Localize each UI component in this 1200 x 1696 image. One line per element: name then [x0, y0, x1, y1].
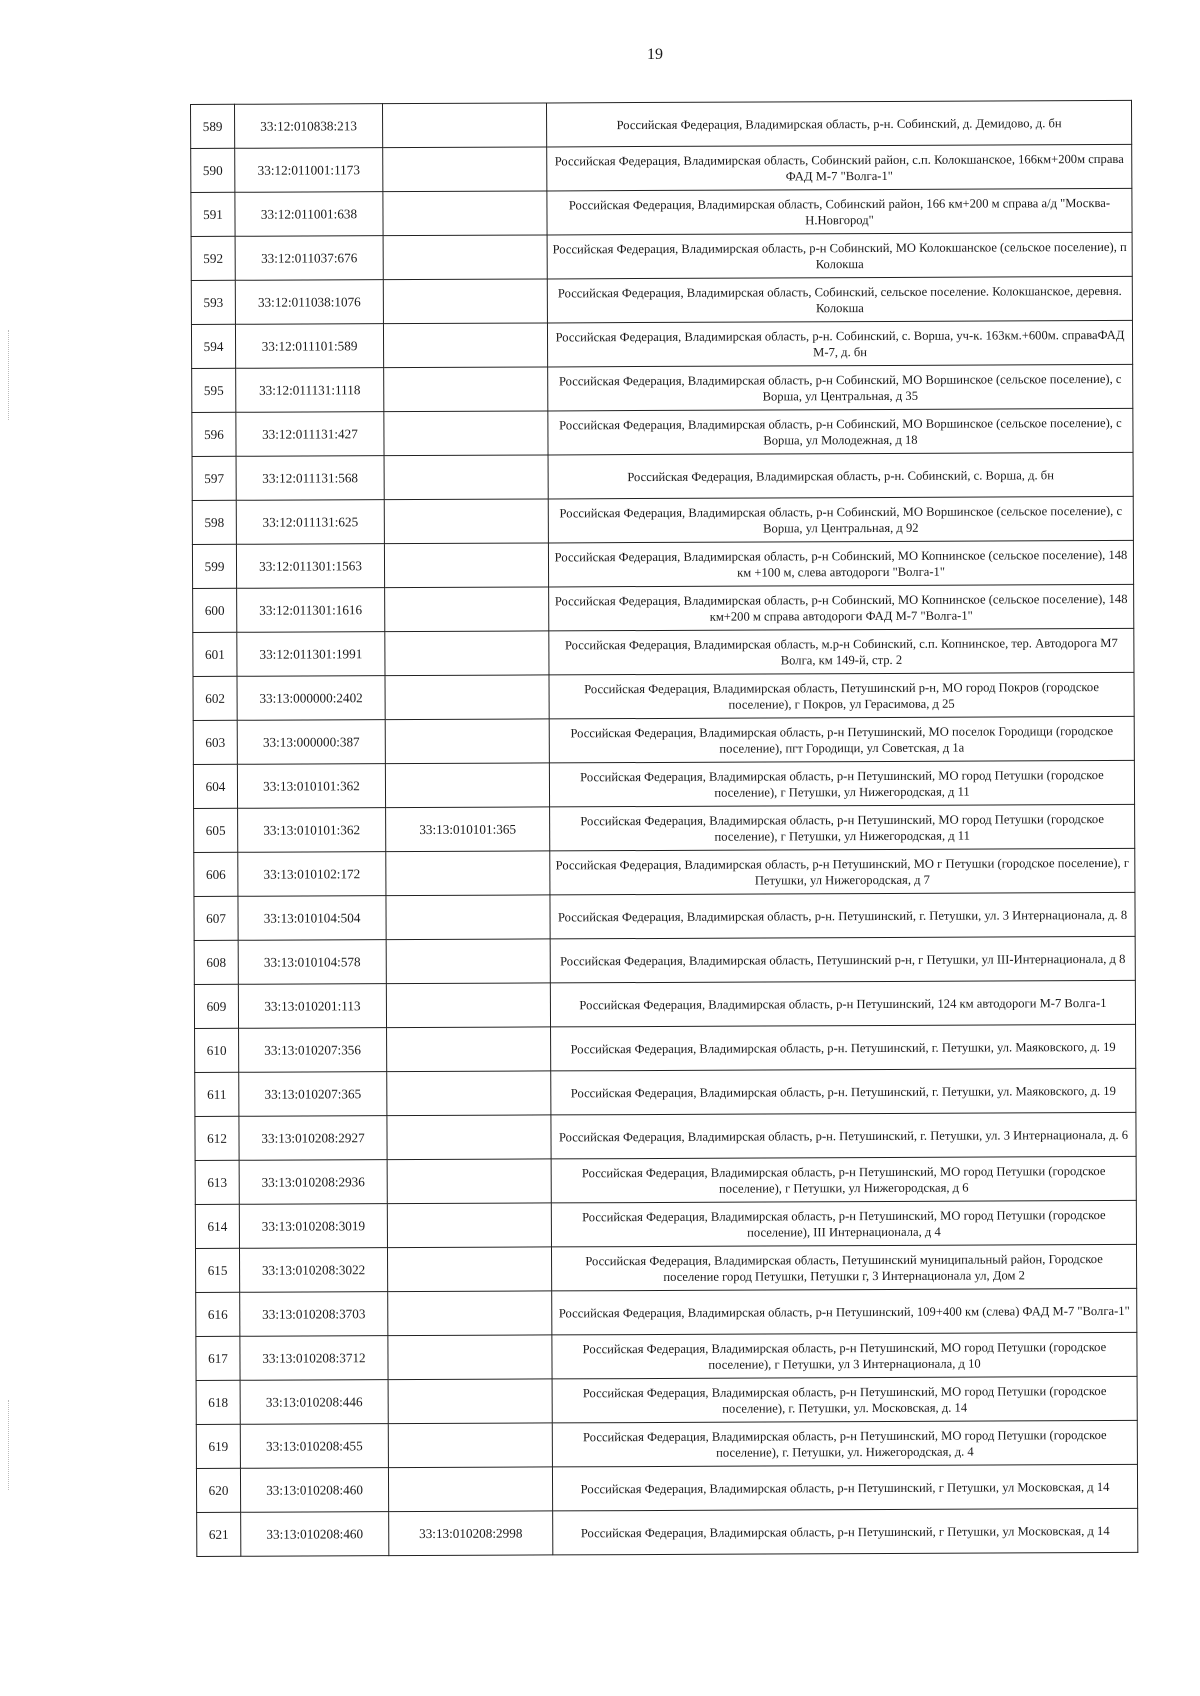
table-row [195, 1024, 1136, 1072]
table-row [191, 276, 1132, 324]
scan-edge-mark [8, 330, 10, 420]
scan-edge-mark [8, 1400, 10, 1490]
related-cadastral-number-cell [387, 1115, 551, 1160]
cadastral-number-cell: 33:13:010208:3022 [239, 1248, 387, 1293]
related-cadastral-number-cell [388, 1467, 552, 1512]
row-number-cell: 599 [192, 544, 236, 588]
table-row [191, 320, 1132, 368]
row-number-cell: 618 [196, 1380, 240, 1424]
address-cell: Российская Федерация, Владимирская область, Собинский район, 166 км+200 м справа а/д "Москва-Н.Новгород" [547, 188, 1132, 235]
table-row [192, 408, 1133, 456]
table-row [194, 848, 1135, 896]
row-number-cell: 591 [191, 192, 235, 236]
address-cell: Российская Федерация, Владимирская область, р-н Собинский, МО Копнинское (сельское поселение), 148 км +100 м, слева автодороги "Волга-1" [548, 540, 1133, 587]
address-cell: Российская Федерация, Владимирская область, р-н Петушинский, МО поселок Городищи (городское поселение), пгт Городищи, ул Советская, д 1а [549, 716, 1134, 763]
table-row [191, 100, 1132, 148]
related-cadastral-number-cell [383, 323, 547, 368]
row-number-cell: 606 [194, 852, 238, 896]
cadastral-number-cell: 33:12:011131:1118 [236, 368, 384, 413]
cadastral-number-cell: 33:12:011301:1616 [237, 588, 385, 633]
address-cell: Российская Федерация, Владимирская область, р-н Петушинский, 124 км автодороги М-7 Волга-1 [550, 980, 1135, 1027]
row-number-cell: 608 [194, 940, 238, 984]
table-row [195, 1156, 1136, 1204]
address-cell: Российская Федерация, Владимирская область, Собинский, сельское поселение. Колокшанское, деревня. Колокша [547, 276, 1132, 323]
address-cell: Российская Федерация, Владимирская область, р-н Петушинский, г Петушки, ул Московская, д 14 [553, 1508, 1138, 1555]
address-cell: Российская Федерация, Владимирская область, р-н. Петушинский, г. Петушки, ул. 3 Интернационала, д. 8 [550, 892, 1135, 939]
related-cadastral-number-cell [387, 1027, 551, 1072]
address-cell: Российская Федерация, Владимирская область, р-н Петушинский, МО город Петушки (городское поселение), г Петушки, ул Нижегородская, д 6 [551, 1156, 1136, 1203]
cadastral-number-cell: 33:12:011131:625 [236, 500, 384, 545]
row-number-cell: 613 [195, 1160, 239, 1204]
table-row [193, 584, 1134, 632]
row-number-cell: 600 [193, 588, 237, 632]
related-cadastral-number-cell [387, 1071, 551, 1116]
cadastral-number-cell: 33:13:010208:455 [240, 1424, 388, 1469]
row-number-cell: 619 [196, 1424, 240, 1468]
row-number-cell: 620 [196, 1468, 240, 1512]
address-cell: Российская Федерация, Владимирская область, Собинский район, с.п. Колокшанское, 166км+200м справа ФАД М-7 "Волга-1" [547, 144, 1132, 191]
row-number-cell: 617 [196, 1336, 240, 1380]
address-cell: Российская Федерация, Владимирская область, Петушинский р-н, МО город Покров (городское поселение), г Покров, ул Герасимова, д 25 [549, 672, 1134, 719]
row-number-cell: 589 [191, 104, 235, 148]
row-number-cell: 596 [192, 412, 236, 456]
cadastral-number-cell: 33:12:011038:1076 [235, 280, 383, 325]
row-number-cell: 590 [191, 148, 235, 192]
address-cell: Российская Федерация, Владимирская область, Петушинский р-н, г Петушки, ул III-Интернационала, д 8 [550, 936, 1135, 983]
address-cell: Российская Федерация, Владимирская область, р-н. Собинский, с. Ворша, д. бн [548, 452, 1133, 499]
related-cadastral-number-cell [388, 1335, 552, 1380]
cadastral-number-cell: 33:13:010208:460 [241, 1512, 389, 1557]
row-number-cell: 610 [195, 1028, 239, 1072]
related-cadastral-number-cell [386, 851, 550, 896]
row-number-cell: 612 [195, 1116, 239, 1160]
related-cadastral-number-cell [384, 499, 548, 544]
table-row [193, 760, 1134, 808]
address-cell: Российская Федерация, Владимирская область, р-н. Петушинский, г. Петушки, ул. Маяковского, д. 19 [551, 1024, 1136, 1071]
cadastral-number-cell: 33:13:010208:446 [240, 1380, 388, 1425]
row-number-cell: 597 [192, 456, 236, 500]
cadastral-number-cell: 33:13:000000:2402 [237, 676, 385, 721]
related-cadastral-number-cell [385, 587, 549, 632]
table-row [195, 1200, 1136, 1248]
table-row [191, 144, 1132, 192]
address-cell: Российская Федерация, Владимирская область, р-н. Собинский, д. Демидово, д. бн [546, 100, 1131, 147]
table-row [194, 980, 1135, 1028]
related-cadastral-number-cell [384, 411, 548, 456]
related-cadastral-number-cell [388, 1291, 552, 1336]
related-cadastral-number-cell [383, 147, 547, 192]
row-number-cell: 603 [193, 720, 237, 764]
cadastral-number-cell: 33:13:010201:113 [238, 984, 386, 1029]
row-number-cell: 604 [193, 764, 237, 808]
table-row [192, 496, 1133, 544]
related-cadastral-number-cell [386, 895, 550, 940]
cadastral-number-cell: 33:13:010208:3703 [240, 1292, 388, 1337]
table-row [196, 1464, 1137, 1512]
table-row [196, 1288, 1137, 1336]
row-number-cell: 602 [193, 676, 237, 720]
cadastral-number-cell: 33:12:011301:1563 [236, 544, 384, 589]
related-cadastral-number-cell [384, 455, 548, 500]
address-cell: Российская Федерация, Владимирская область, р-н Собинский, МО Копнинское (сельское поселение), 148 км+200 м справа автодороги ФАД М-7 "Волга-1" [549, 584, 1134, 631]
table-row [195, 1112, 1136, 1160]
cadastral-number-cell: 33:12:011001:1173 [235, 148, 383, 193]
cadastral-number-cell: 33:12:011037:676 [235, 236, 383, 281]
table-row [192, 540, 1133, 588]
row-number-cell: 598 [192, 500, 236, 544]
table-row [191, 188, 1132, 236]
cadastral-number-cell: 33:13:010101:362 [238, 808, 386, 853]
table-row [195, 1244, 1136, 1292]
related-cadastral-number-cell [385, 763, 549, 808]
cadastral-number-cell: 33:12:011301:1991 [237, 632, 385, 677]
row-number-cell: 607 [194, 896, 238, 940]
related-cadastral-number-cell [386, 983, 550, 1028]
cadastral-number-cell: 33:13:010208:2936 [239, 1160, 387, 1205]
row-number-cell: 615 [195, 1248, 239, 1292]
address-cell: Российская Федерация, Владимирская область, р-н. Петушинский, г. Петушки, ул. 3 Интернационала, д. 6 [551, 1112, 1136, 1159]
address-cell: Российская Федерация, Владимирская область, р-н Петушинский, г Петушки, ул Московская, д 14 [552, 1464, 1137, 1511]
page-number: 19 [647, 46, 663, 63]
address-cell: Российская Федерация, Владимирская область, р-н Петушинский, МО город Петушки (городское поселение), г. Петушки, ул. Московская, д. 14 [552, 1376, 1137, 1423]
address-cell: Российская Федерация, Владимирская область, р-н. Петушинский, г. Петушки, ул. Маяковского, д. 19 [551, 1068, 1136, 1115]
cadastral-number-cell: 33:13:010208:3019 [239, 1204, 387, 1249]
row-number-cell: 595 [192, 368, 236, 412]
cadastral-number-cell: 33:13:010102:172 [238, 852, 386, 897]
cadastral-number-cell: 33:12:011131:568 [236, 456, 384, 501]
related-cadastral-number-cell [383, 103, 547, 148]
cadastral-table [190, 100, 1138, 1557]
table-row [191, 232, 1132, 280]
address-cell: Российская Федерация, Владимирская область, р-н Петушинский, МО г Петушки (городское поселение), г Петушки, ул Нижегородская, д 7 [550, 848, 1135, 895]
address-cell: Российская Федерация, Владимирская область, р-н Петушинский, МО город Петушки (городское поселение), г Петушки, ул 3 Интернационала, д 10 [552, 1332, 1137, 1379]
row-number-cell: 601 [193, 632, 237, 676]
table-row [196, 1420, 1137, 1468]
related-cadastral-number-cell [386, 939, 550, 984]
table-row [192, 452, 1133, 500]
related-cadastral-number-cell [385, 719, 549, 764]
address-cell: Российская Федерация, Владимирская область, р-н Собинский, МО Воршинское (сельское поселение), с Ворша, ул Центральная, д 92 [548, 496, 1133, 543]
cadastral-number-cell: 33:13:010208:460 [240, 1468, 388, 1513]
address-cell: Российская Федерация, Владимирская область, р-н Собинский, МО Колокшанское (сельское поселение), п Колокша [547, 232, 1132, 279]
table-row [196, 1376, 1137, 1424]
table-row [194, 892, 1135, 940]
address-cell: Российская Федерация, Владимирская область, м.р-н Собинский, с.п. Копнинское, тер. Автодорога М7 Волга, км 149-й, стр. 2 [549, 628, 1134, 675]
table-body [191, 100, 1138, 1556]
row-number-cell: 592 [191, 236, 235, 280]
cadastral-number-cell: 33:13:010104:578 [238, 940, 386, 985]
cadastral-number-cell: 33:12:011131:427 [236, 412, 384, 457]
cadastral-number-cell: 33:13:010101:362 [237, 764, 385, 809]
related-cadastral-number-cell [385, 675, 549, 720]
related-cadastral-number-cell [387, 1159, 551, 1204]
cadastral-number-cell: 33:13:010207:365 [239, 1072, 387, 1117]
cadastral-number-cell: 33:13:010208:3712 [240, 1336, 388, 1381]
related-cadastral-number-cell [384, 367, 548, 412]
address-cell: Российская Федерация, Владимирская область, р-н Петушинский, МО город Петушки (городское поселение), III Интернационала, д 4 [551, 1200, 1136, 1247]
address-cell: Российская Федерация, Владимирская область, р-н Петушинский, МО город Петушки (городское поселение), г Петушки, ул Нижегородская, д 11 [550, 804, 1135, 851]
table-row [194, 804, 1135, 852]
cadastral-number-cell: 33:12:010838:213 [235, 104, 383, 149]
related-cadastral-number-cell [388, 1423, 552, 1468]
cadastral-number-cell: 33:13:000000:387 [237, 720, 385, 765]
related-cadastral-number-cell [385, 631, 549, 676]
related-cadastral-number-cell [387, 1203, 551, 1248]
address-cell: Российская Федерация, Владимирская область, р-н Петушинский, МО город Петушки (городское поселение), г Петушки, ул Нижегородская, д 11 [549, 760, 1134, 807]
address-cell: Российская Федерация, Владимирская область, р-н Собинский, МО Воршинское (сельское поселение), с Ворша, ул Молодежная, д 18 [548, 408, 1133, 455]
table-row [195, 1068, 1136, 1116]
related-cadastral-number-cell: 33:13:010101:365 [386, 807, 550, 852]
related-cadastral-number-cell [387, 1247, 551, 1292]
related-cadastral-number-cell [383, 279, 547, 324]
address-cell: Российская Федерация, Владимирская область, р-н. Собинский, с. Ворша, уч-к. 163км.+600м. справаФАД М-7, д. бн [547, 320, 1132, 367]
row-number-cell: 621 [197, 1512, 241, 1556]
address-cell: Российская Федерация, Владимирская область, р-н Петушинский, МО город Петушки (городское поселение), г. Петушки, ул. Нижегородская, д. 4 [552, 1420, 1137, 1467]
row-number-cell: 605 [194, 808, 238, 852]
related-cadastral-number-cell [383, 191, 547, 236]
related-cadastral-number-cell [384, 543, 548, 588]
table-row [197, 1508, 1138, 1556]
related-cadastral-number-cell: 33:13:010208:2998 [389, 1511, 553, 1556]
table-row [194, 936, 1135, 984]
row-number-cell: 616 [196, 1292, 240, 1336]
row-number-cell: 609 [194, 984, 238, 1028]
related-cadastral-number-cell [383, 235, 547, 280]
table-row [193, 628, 1134, 676]
address-cell: Российская Федерация, Владимирская область, р-н Собинский, МО Воршинское (сельское поселение), с Ворша, ул Центральная, д 35 [548, 364, 1133, 411]
row-number-cell: 614 [195, 1204, 239, 1248]
cadastral-number-cell: 33:13:010104:504 [238, 896, 386, 941]
table-row [193, 672, 1134, 720]
cadastral-number-cell: 33:13:010208:2927 [239, 1116, 387, 1161]
related-cadastral-number-cell [388, 1379, 552, 1424]
cadastral-number-cell: 33:12:011101:589 [235, 324, 383, 369]
cadastral-number-cell: 33:12:011001:638 [235, 192, 383, 237]
row-number-cell: 611 [195, 1072, 239, 1116]
table-row [192, 364, 1133, 412]
address-cell: Российская Федерация, Владимирская область, р-н Петушинский, 109+400 км (слева) ФАД М-7 "Волга-1" [552, 1288, 1137, 1335]
row-number-cell: 594 [191, 324, 235, 368]
row-number-cell: 593 [191, 280, 235, 324]
table-row [196, 1332, 1137, 1380]
table-row [193, 716, 1134, 764]
cadastral-number-cell: 33:13:010207:356 [239, 1028, 387, 1073]
address-cell: Российская Федерация, Владимирская область, Петушинский муниципальный район, Городское поселение город Петушки, Петушки г, 3 Интернационала ул, Дом 2 [551, 1244, 1136, 1291]
